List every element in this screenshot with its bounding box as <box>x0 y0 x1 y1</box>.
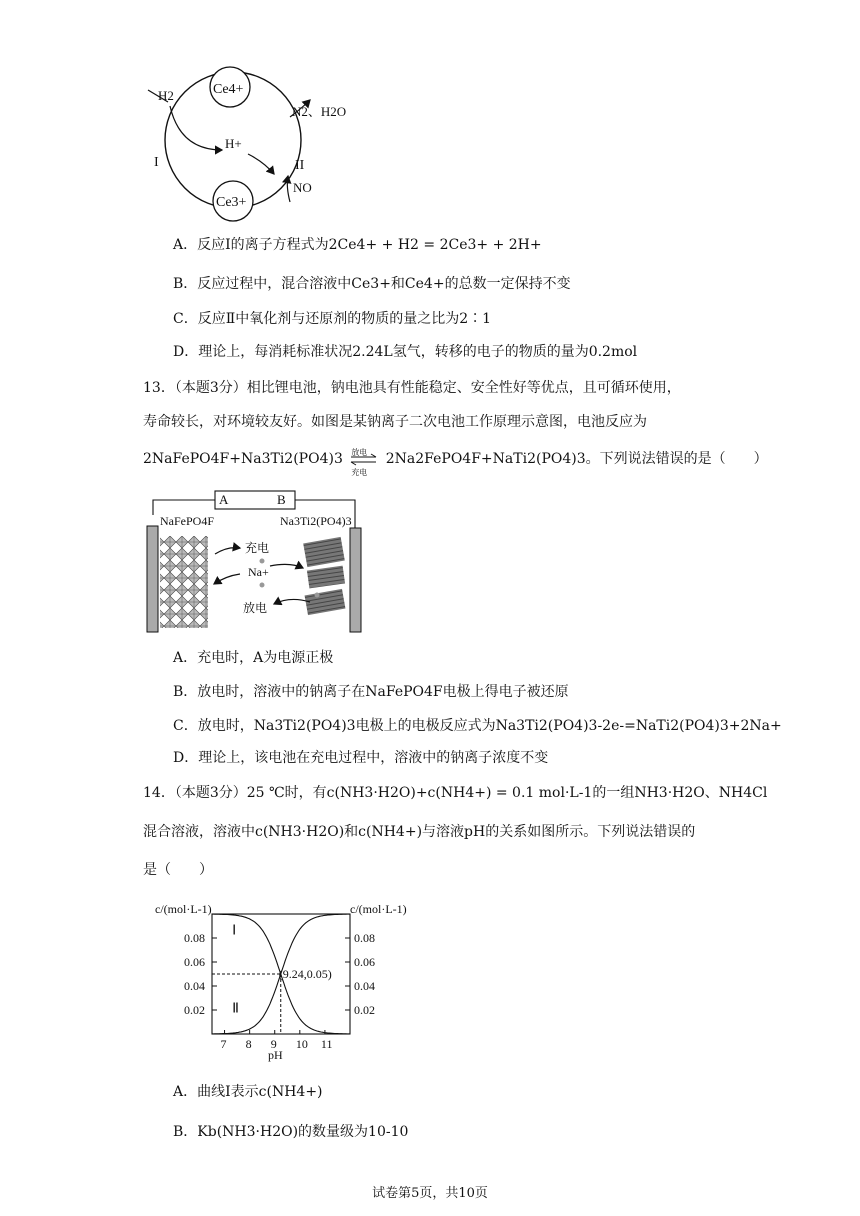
series-label-I: Ⅰ <box>232 923 237 939</box>
q14-stem-line1: 14．（本题3分）25 ℃时，有c(NH3·H2O)+c(NH4+) = 0.1 mol·L-1的一组NH3·H2O、NH4Cl <box>143 785 768 801</box>
reaction-II-label: II <box>295 158 305 173</box>
right-electrode <box>350 528 361 632</box>
hplus-arrow <box>170 106 222 150</box>
charge-label: 充电 <box>245 541 270 555</box>
q12-option-a: A．反应Ⅰ的离子方程式为2Ce4+ + H2 = 2Ce3+ + 2H+ <box>173 237 542 253</box>
na-ion-label: Na+ <box>248 565 269 579</box>
n2-h2o-label: N2、H2O <box>292 104 347 119</box>
ce3-label: Ce3+ <box>216 195 247 210</box>
q14-stem-line3: 是（ ） <box>143 862 213 878</box>
q12-option-c: C．反应Ⅱ中氧化剂与还原剂的物质的量之比为2∶1 <box>173 311 492 327</box>
q12-option-b: B．反应过程中，混合溶液中Ce3+和Ce4+的总数一定保持不变 <box>173 276 571 292</box>
y-tick-label-right: 0.06 <box>354 955 375 969</box>
q13-option-a: A．充电时，A为电源正极 <box>173 650 334 666</box>
terminal-a-label: A <box>219 492 229 507</box>
x-tick-label: 7 <box>220 1037 227 1051</box>
y-axis-label-left: c/(mol·L-1) <box>155 902 212 916</box>
h2-label: H2 <box>158 88 174 103</box>
ph-concentration-chart <box>150 896 430 1064</box>
na3ti2-layer-3 <box>305 589 346 615</box>
na3ti2-layer-1 <box>303 537 345 567</box>
q13-equation: 2NaFePO4F+Na3Ti2(PO4)3 放电 充电 2Na2FePO4F+NaTi2(PO4)3。下列说法错误的是（ ） <box>143 448 768 477</box>
y-axis-label-right: c/(mol·L-1) <box>350 902 407 916</box>
intersection-label: (9.24,0.05) <box>278 967 332 981</box>
y-tick-label-right: 0.08 <box>354 931 375 945</box>
discharge-label: 放电 <box>243 601 268 615</box>
right-electrode-label: Na3Ti2(PO4)3 <box>280 514 352 528</box>
reaction-I-label: I <box>154 155 159 170</box>
charge-arrow-right <box>270 564 303 568</box>
no-label: NO <box>293 180 312 195</box>
hplus-label: H+ <box>225 136 242 151</box>
ce4-label: Ce4+ <box>213 82 244 97</box>
left-electrode <box>147 526 158 632</box>
y-tick-label-left: 0.04 <box>184 979 205 993</box>
q13-stem-line1: 13．（本题3分）相比锂电池，钠电池具有性能稳定、安全性好等优点，且可循环使用， <box>143 380 681 396</box>
hplus-consume-arrow <box>248 154 274 174</box>
discharge-arrow-left <box>214 574 240 584</box>
q14-option-a: A．曲线Ⅰ表示c(NH4+) <box>173 1084 323 1100</box>
charge-arrow-left <box>215 548 240 554</box>
terminal-b-label: B <box>277 492 286 507</box>
y-tick-label-left: 0.02 <box>184 1003 205 1017</box>
cerium-cycle-diagram <box>140 62 380 222</box>
na3ti2-layer-2 <box>307 566 345 589</box>
q13-option-b: B．放电时，溶液中的钠离子在NaFePO4F电极上得电子被还原 <box>173 684 569 700</box>
x-tick-label: 11 <box>320 1037 333 1051</box>
sodium-battery-diagram <box>140 488 370 638</box>
y-tick-label-left: 0.08 <box>184 931 205 945</box>
series-label-II: Ⅱ <box>232 1001 239 1017</box>
q13-stem-line2: 寿命较长，对环境较友好。如图是某钠离子二次电池工作原理示意图，电池反应为 <box>143 414 647 430</box>
equilibrium-arrow: 放电 充电 <box>347 449 381 469</box>
left-electrode-label: NaFePO4F <box>160 514 215 528</box>
ion-dot-3 <box>315 593 320 598</box>
y-tick-label-left: 0.06 <box>184 955 205 969</box>
wire-left <box>153 500 215 515</box>
q14-stem-line2: 混合溶液，溶液中c(NH3·H2O)和c(NH4+)与溶液pH的关系如图所示。下列说法错误的 <box>143 824 696 840</box>
x-tick-label: 9 <box>270 1037 277 1051</box>
x-tick-label: 8 <box>245 1037 252 1051</box>
q13-option-d: D．理论上，该电池在充电过程中，溶液中的钠离子浓度不变 <box>173 750 549 766</box>
x-axis-label: pH <box>268 1048 283 1062</box>
q14-option-b: B．Kb(NH3·H2O)的数量级为10-10 <box>173 1124 409 1140</box>
page-footer: 试卷第5页，共10页 <box>372 1186 488 1201</box>
q12-option-d: D．理论上，每消耗标准状况2.24L氢气，转移的电子的物质的量为0.2mol <box>173 344 638 360</box>
q13-option-c: C．放电时，Na3Ti2(PO4)3电极上的电极反应式为Na3Ti2(PO4)3-2e-=NaTi2(PO4)3+2Na+ <box>173 718 782 734</box>
x-tick-label: 10 <box>295 1037 308 1051</box>
nafepo4f-crystal <box>160 536 208 628</box>
ion-dot-1 <box>260 559 265 564</box>
discharge-arrow-right <box>274 599 310 604</box>
y-tick-label-right: 0.02 <box>354 1003 375 1017</box>
y-tick-label-right: 0.04 <box>354 979 375 993</box>
ion-dot-2 <box>260 583 265 588</box>
